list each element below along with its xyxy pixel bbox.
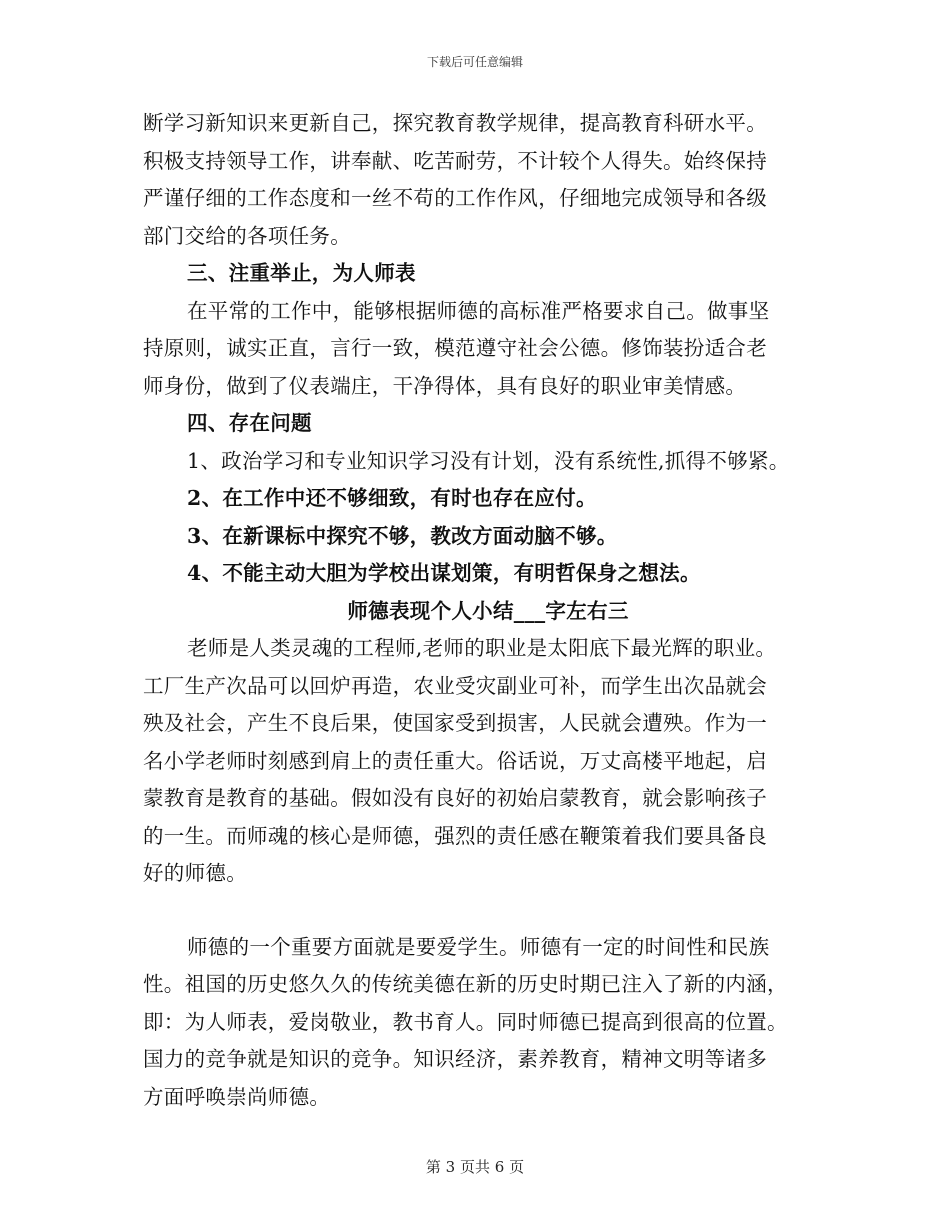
body-text-line: 殃及社会，产生不良后果，使国家受到损害，人民就会遭殃。作为一 [143,711,767,735]
body-text-line: 好的师德。 [143,861,247,885]
paragraph-gap [143,893,813,929]
body-text-line: 性。祖国的历史悠久久的传统美德在新的历史时期已注入了新的内涵， [143,972,788,996]
body-text-line: 方面呼唤崇尚师德。 [143,1084,331,1109]
body-text-line: 师身份，做到了仪表端庄，干净得体，具有良好的职业审美情感。 [143,373,747,398]
body-text-line: 严谨仔细的工作态度和一丝不苟的工作作风，仔细地完成领导和各级 [143,186,767,210]
body-text-line: 的一生。而师魂的核心是师德，强烈的责任感在鞭策着我们要具备良 [143,823,767,848]
body-text-line: 即：为人师表，爱岗敬业，教书育人。同时师德已提高到很高的位置。 [143,1009,788,1034]
list-item: 2、在工作中还不够细致，有时也存在应付。 [187,486,597,510]
body-text-line: 部门交给的各项任务。 [143,223,351,248]
body-text-line: 断学习新知识来更新自己，探究教育教学规律，提高教育科研水平。 [143,111,767,135]
body-text-line: 积极支持领导工作，讲奉献、吃苦耐劳，不计较个人得失。始终保持 [143,148,767,173]
list-item: 3、在新课标中探究不够，教改方面动脑不够。 [187,523,618,548]
body-text-line: 在平常的工作中，能够根据师德的高标准严格要求自己。做事坚 [187,298,770,323]
page-footer: 第 3 页共 6 页 [425,1158,525,1176]
body-text-line: 国力的竞争就是知识的竞争。知识经济，素养教育，精神文明等诸多 [143,1047,767,1071]
page-header: 下载后可任意编辑 [426,55,523,69]
body-text-line: 蒙教育是教育的基础。假如没有良好的初始启蒙教育，就会影响孩子 [143,786,767,810]
section-heading: 三、注重举止，为人师表 [187,261,416,285]
section-title: 师德表现个人小结___字左右三 [347,598,629,623]
section-heading: 四、存在问题 [187,411,312,435]
list-item: 1、政治学习和专业知识学习没有计划，没有系统性,抓得不够紧。 [187,448,790,473]
body-text-line: 名小学老师时刻感到肩上的责任重大。俗话说，万丈高楼平地起，启 [143,748,767,773]
list-item: 4、不能主动大胆为学校出谋划策，有明哲保身之想法。 [187,561,701,585]
body-text-line: 师德的一个重要方面就是要爱学生。师德有一定的时间性和民族 [187,934,770,959]
body-text-line: 工厂生产次品可以回炉再造，农业受灾副业可补，而学生出次品就会 [143,673,767,698]
body-text-line: 老师是人类灵魂的工程师,老师的职业是太阳底下最光辉的职业。 [187,636,777,660]
body-text-line: 持原则，诚实正直，言行一致，模范遵守社会公德。修饰装扮适合老 [143,336,767,360]
document-body [143,105,813,1116]
